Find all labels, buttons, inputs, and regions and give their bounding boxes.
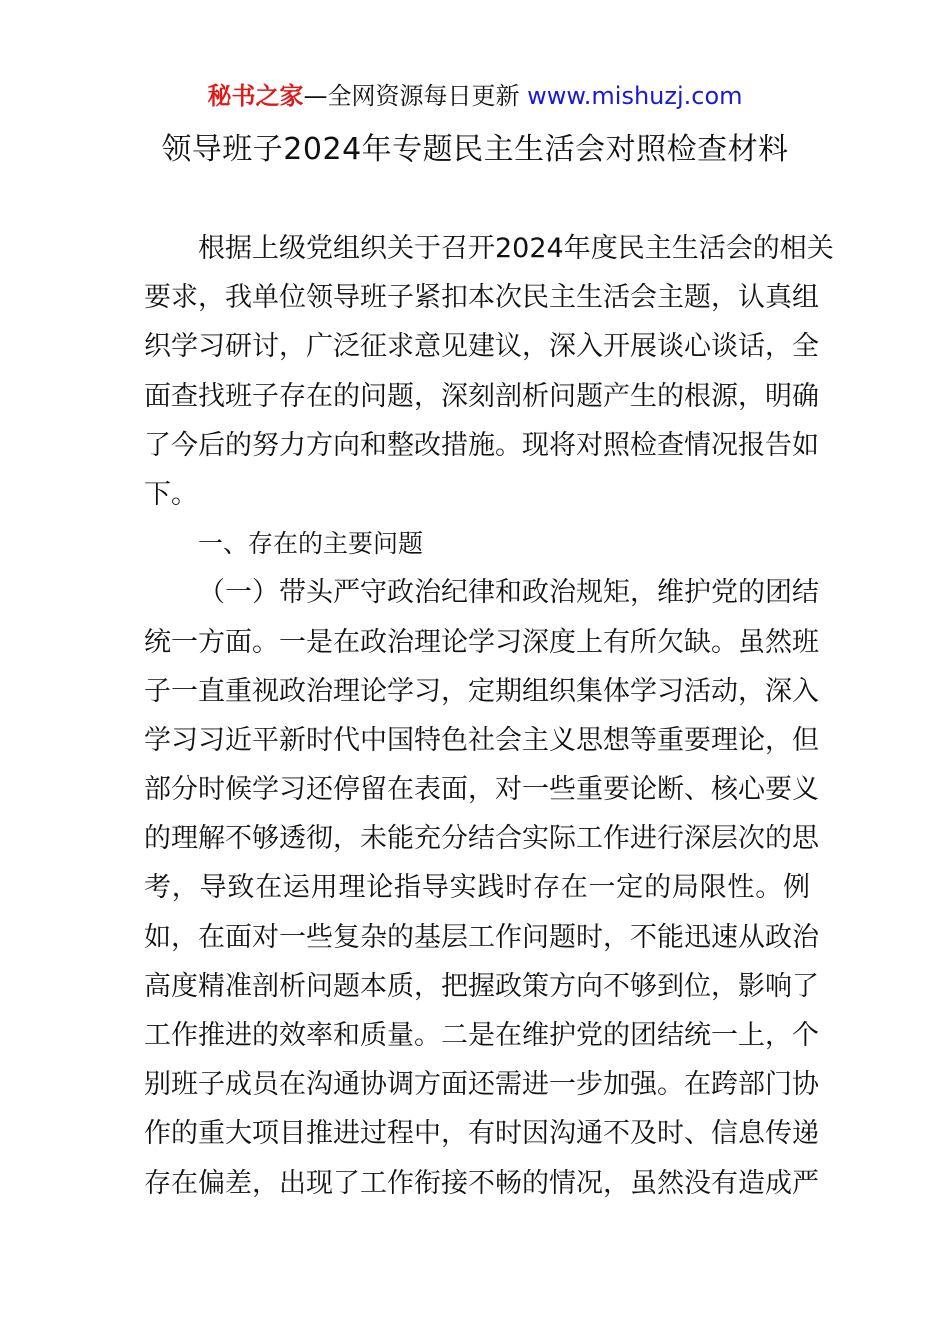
paragraph-line: （一）带头严守政治纪律和政治规矩，维护党的团结 <box>198 577 819 609</box>
paragraph-line: 学习习近平新时代中国特色社会主义思想等重要理论，但 <box>144 724 819 756</box>
site-header <box>0 80 950 112</box>
paragraph-line: 织学习研讨，广泛征求意见建议，深入开展谈心谈话，全 <box>144 331 819 363</box>
paragraph-line: 高度精准剖析问题本质，把握政策方向不够到位，影响了 <box>144 970 819 1002</box>
paragraph-line: 的理解不够透彻，未能充分结合实际工作进行深层次的思 <box>144 823 819 855</box>
paragraph-line: 工作推进的效率和质量。二是在维护党的团结统一上，个 <box>144 1020 819 1051</box>
paragraph-line: 了今后的努力方向和整改措施。现将对照检查情况报告如 <box>144 429 819 461</box>
paragraph-line: 部分时候学习还停留在表面，对一些重要论断、核心要义 <box>144 774 819 806</box>
document-title: 领导班子2024年专题民主生活会对照检查材料 <box>161 132 789 167</box>
section-1-paragraph <box>144 568 819 1207</box>
paragraph-line: 别班子成员在沟通协调方面还需进一步加强。在跨部门协 <box>144 1069 819 1101</box>
paragraph-line: 子一直重视政治理论学习，定期组织集体学习活动，深入 <box>144 675 819 707</box>
site-url-link[interactable]: www.mishuzj.com <box>527 82 743 110</box>
intro-paragraph <box>144 224 834 519</box>
paragraph-line: 要求，我单位领导班子紧扣本次民主生活会主题，认真组 <box>144 282 819 314</box>
document-body <box>144 224 834 1208</box>
paragraph-line: 下。 <box>144 478 198 510</box>
paragraph-line: 考，导致在运用理论指导实践时存在一定的局限性。例 <box>144 872 810 904</box>
paragraph-line: 如，在面对一些复杂的基层工作问题时，不能迅速从政治 <box>144 921 819 953</box>
site-brand: 秘书之家 <box>207 82 304 110</box>
paragraph-line: 作的重大项目推进过程中，有时因沟通不及时、信息传递 <box>144 1118 819 1150</box>
paragraph-line: 根据上级党组织关于召开2024年度民主生活会的相关 <box>198 233 834 264</box>
paragraph-line: 面查找班子存在的问题，深刻剖析问题产生的根源，明确 <box>144 380 819 412</box>
section-heading: 一、存在的主要问题 <box>198 529 424 559</box>
site-tagline: —全网资源每日更新 <box>303 82 520 110</box>
paragraph-line: 存在偏差，出现了工作衔接不畅的情况，虽然没有造成严 <box>144 1167 819 1199</box>
paragraph-line: 统一方面。一是在政治理论学习深度上有所欠缺。虽然班 <box>144 626 819 658</box>
